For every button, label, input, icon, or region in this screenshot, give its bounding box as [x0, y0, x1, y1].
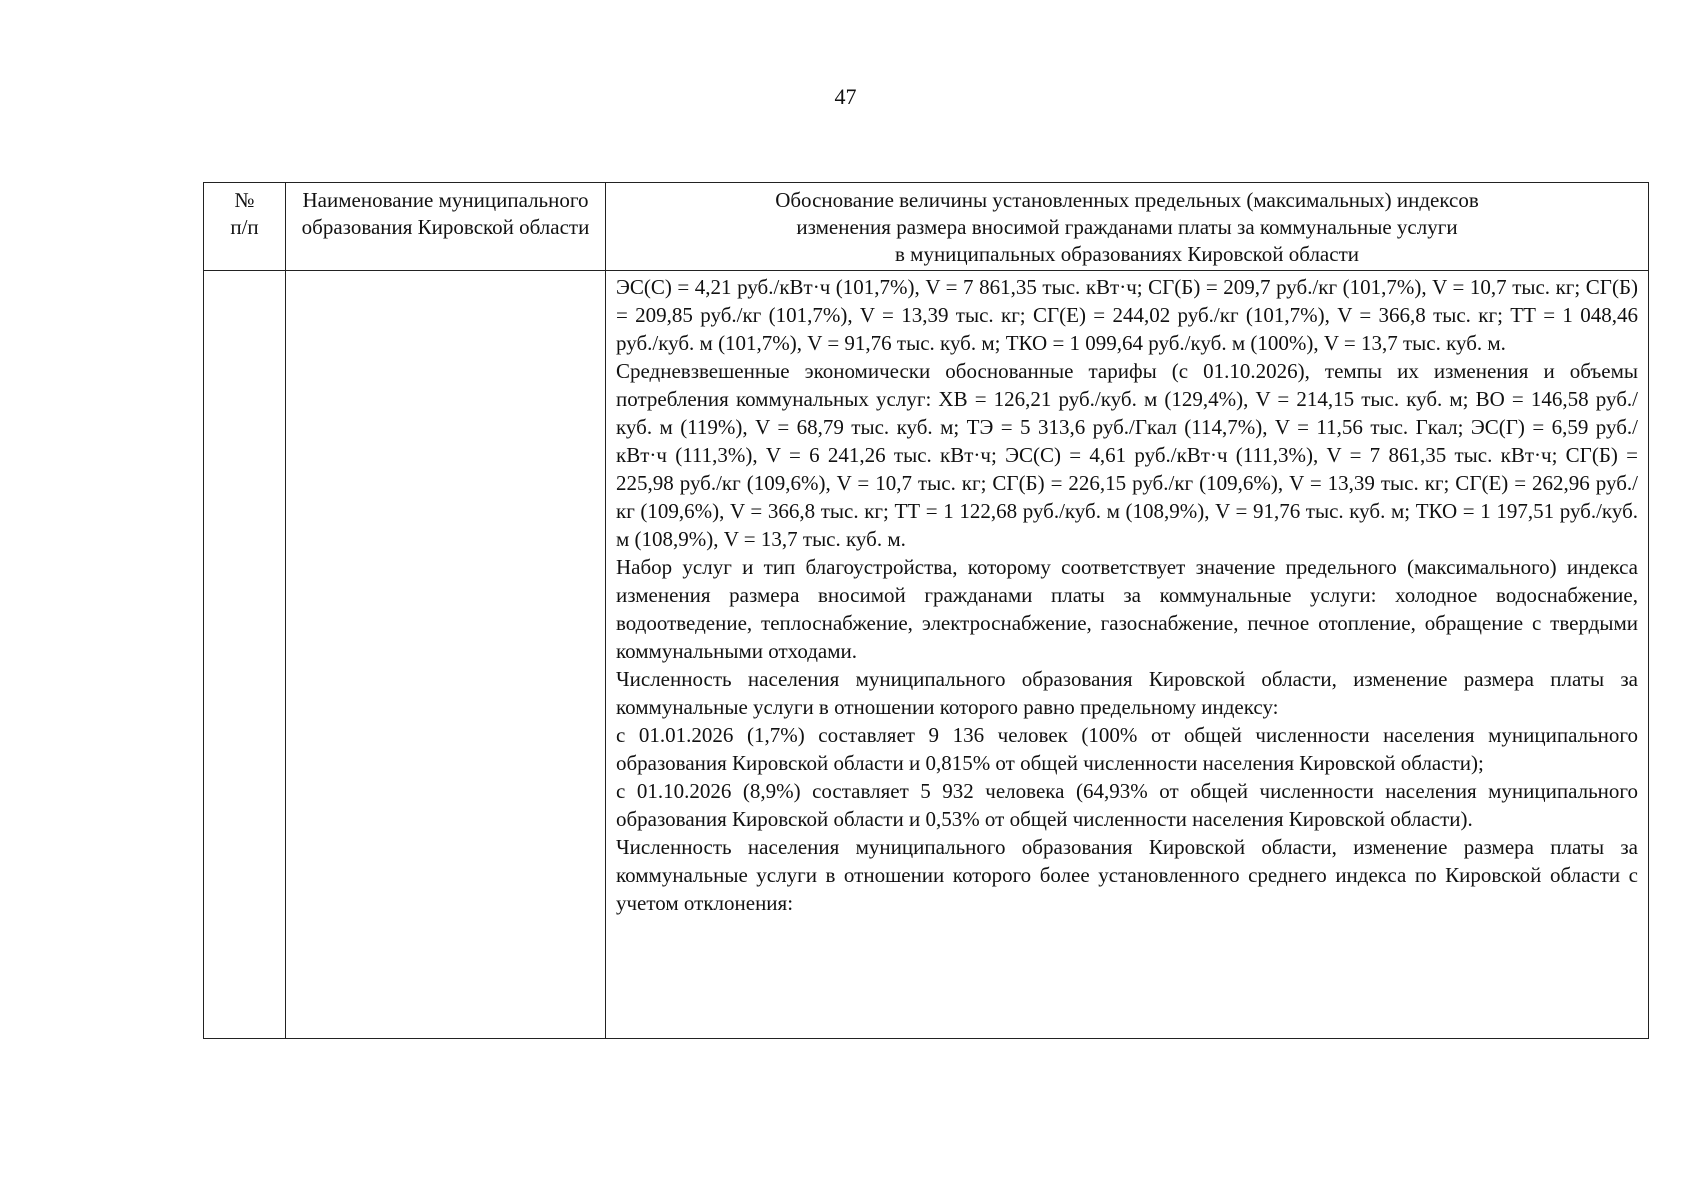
row-municipality-cell: [286, 271, 606, 1039]
tariffs-continued-paragraph: ЭС(С) = 4,21 руб./кВт·ч (101,7%), V = 7 861,35 тыс. кВт·ч; СГ(Б) = 209,7 руб./кг (101,7%), V = 10,7 тыс. кг; СГ(Б) = 209,85 руб./кг (101,7%), V = 13,39 тыс. кг; СГ(Е) = 244,02 руб./кг (101,7%), V = 366,8 тыс. кг; ТТ = 1 048,46 руб./куб. м (101,7%), V = 91,76 тыс. куб. м; ТКО = 1 099,64 руб./куб. м (100%), V = 13,7 тыс. куб. м.: [616, 275, 1638, 355]
tariffs-oct-2026-paragraph: Средневзвешенные экономически обоснованные тарифы (с 01.10.2026), темпы их изменения и объемы потребления коммунальных услуг: ХВ = 126,21 руб./куб. м (129,4%), V = 214,15 тыс. куб. м; ВО = 146,58 руб./куб. м (119%), V = 68,79 тыс. куб. м; ТЭ = 5 313,6 руб./Гкал (114,7%), V = 11,56 тыс. Гкал; ЭС(Г) = 6,59 руб./кВт·ч (111,3%), V = 6 241,26 тыс. кВт·ч; ЭС(С) = 4,61 руб./кВт·ч (111,3%), V = 7 861,35 тыс. кВт·ч; СГ(Б) = 225,98 руб./кг (109,6%), V = 10,7 тыс. кг; СГ(Б) = 226,15 руб./кг (109,6%), V = 13,39 тыс. кг; СГ(Е) = 262,96 руб./кг (109,6%), V = 366,8 тыс. кг; ТТ = 1 122,68 руб./куб. м (108,9%), V = 91,76 тыс. куб. м; ТКО = 1 197,51 руб./куб. м (108,9%), V = 13,7 тыс. куб. м.: [616, 359, 1638, 551]
population-jan-2026-paragraph: с 01.01.2026 (1,7%) составляет 9 136 человек (100% от общей численности населения муниципального образования Кировской области и 0,815% от общей численности населения Кировской области);: [616, 723, 1638, 775]
row-number-cell: [204, 271, 286, 1039]
table-row: [204, 271, 1649, 1039]
row-justification-cell: [606, 271, 1649, 1039]
justification-table: [203, 182, 1649, 1039]
population-equal-index-paragraph: Численность населения муниципального образования Кировской области, изменение размера платы за коммунальные услуги в отношении которого равно предельному индексу:: [616, 667, 1638, 719]
services-set-paragraph: Набор услуг и тип благоустройства, которому соответствует значение предельного (максимального) индекса изменения размера вносимой гражданами платы за коммунальные услуги: холодное водоснабжение, водоотведение, теплоснабжение, электроснабжение, газоснабжение, печное отопление, обращение с твердыми коммунальными отходами.: [616, 555, 1638, 663]
page-number: 47: [834, 84, 857, 109]
header-municipality-name: Наименование муниципального образования Кировской области: [286, 183, 606, 271]
table-header-row: [204, 183, 1649, 271]
header-justification: Обоснование величины установленных предельных (максимальных) индексов изменения размера вносимой гражданами платы за коммунальные услуги в муниципальных образованиях Кировской области: [606, 183, 1649, 271]
header-number: № п/п: [204, 183, 286, 271]
population-above-average-paragraph: Численность населения муниципального образования Кировской области, изменение размера платы за коммунальные услуги в отношении которого более установленного среднего индекса по Кировской области с учетом отклонения:: [616, 835, 1638, 915]
population-oct-2026-paragraph: с 01.10.2026 (8,9%) составляет 5 932 человека (64,93% от общей численности населения муниципального образования Кировской области и 0,53% от общей численности населения Кировской области).: [616, 779, 1638, 831]
